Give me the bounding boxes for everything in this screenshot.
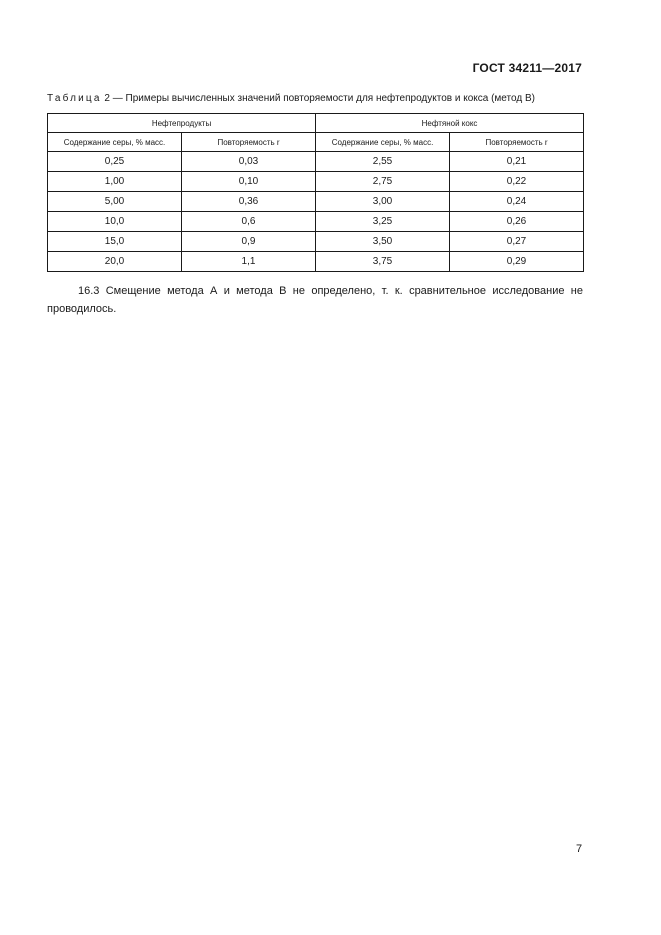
- table-column-header-row: [48, 133, 584, 152]
- table-cell: 0,22: [450, 172, 584, 192]
- table-caption-text: 2 — Примеры вычисленных значений повторяемости для нефтепродуктов и кокса (метод В): [104, 93, 535, 104]
- table-cell: 0,25: [48, 152, 182, 172]
- column-header-sulfur-content: Содержание серы, % масс.: [48, 133, 182, 152]
- table-row: [48, 152, 584, 172]
- table-cell: 0,27: [450, 232, 584, 252]
- table-cell: 5,00: [48, 192, 182, 212]
- group-header-petroleum-products: Нефтепродукты: [48, 114, 316, 133]
- table-cell: 0,21: [450, 152, 584, 172]
- table-cell: 0,26: [450, 212, 584, 232]
- group-header-petroleum-coke: Нефтяной кокс: [316, 114, 584, 133]
- table-cell: 3,50: [316, 232, 450, 252]
- column-header-repeatability: Повторяемость r: [182, 133, 316, 152]
- table-row: [48, 232, 584, 252]
- table-cell: 20,0: [48, 252, 182, 272]
- table-row: [48, 172, 584, 192]
- table-cell: 0,03: [182, 152, 316, 172]
- table-cell: 0,29: [450, 252, 584, 272]
- table-row: [48, 192, 584, 212]
- table-cell: 0,9: [182, 232, 316, 252]
- table-cell: 0,24: [450, 192, 584, 212]
- section-16-3-paragraph: 16.3 Смещение метода А и метода В не определено, т. к. сравнительное исследование не проводилось.: [47, 285, 583, 315]
- table-cell: 3,75: [316, 252, 450, 272]
- column-header-sulfur-content: Содержание серы, % масс.: [316, 133, 450, 152]
- table-cell: 3,00: [316, 192, 450, 212]
- table-cell: 1,1: [182, 252, 316, 272]
- table-cell: 10,0: [48, 212, 182, 232]
- repeatability-table: [47, 113, 584, 272]
- table-caption-label: Таблица: [47, 93, 102, 104]
- table-row: [48, 212, 584, 232]
- table-cell: 0,6: [182, 212, 316, 232]
- table-cell: 3,25: [316, 212, 450, 232]
- table-group-header-row: [48, 114, 584, 133]
- table-cell: 1,00: [48, 172, 182, 192]
- table-cell: 2,55: [316, 152, 450, 172]
- table-cell: 2,75: [316, 172, 450, 192]
- table-cell: 0,36: [182, 192, 316, 212]
- table-row: [48, 252, 584, 272]
- column-header-repeatability: Повторяемость r: [450, 133, 584, 152]
- document-standard-number: ГОСТ 34211—2017: [472, 61, 582, 75]
- table-cell: 15,0: [48, 232, 182, 252]
- page-number: 7: [576, 843, 583, 855]
- table-cell: 0,10: [182, 172, 316, 192]
- table-caption: [47, 93, 535, 104]
